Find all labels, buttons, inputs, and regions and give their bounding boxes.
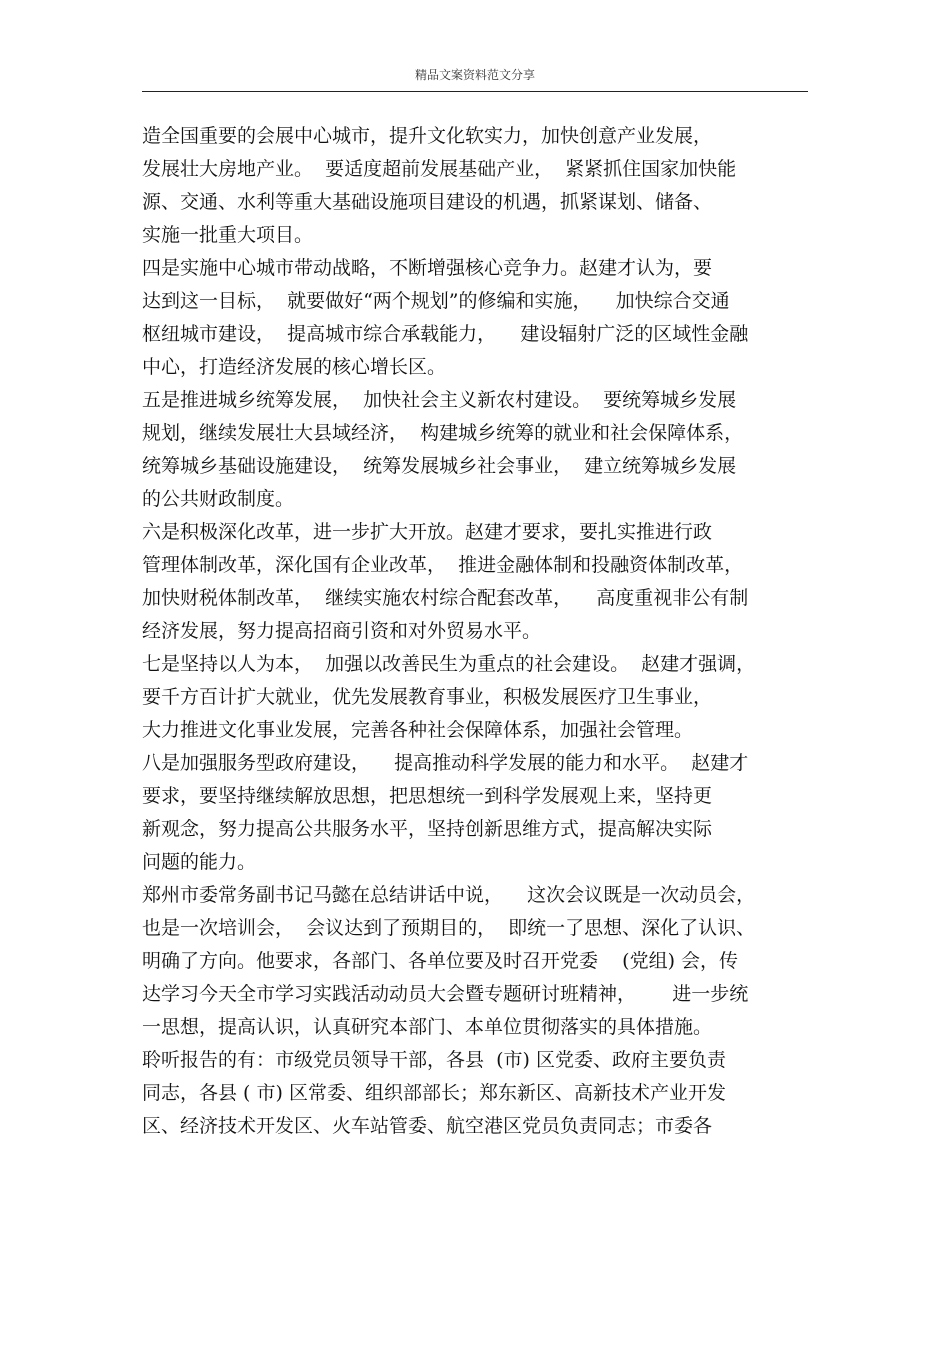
text-line: 七是坚持以人为本， 加强以改善民生为重点的社会建设。 赵建才强调， — [142, 653, 756, 675]
document-body — [142, 120, 822, 1143]
text-line: 明确了方向。他要求，各部门、各单位要及时召开党委 (党组) 会，传 — [142, 950, 739, 972]
text-line: 实施一批重大项目。 — [142, 224, 314, 246]
page-header: 精品文案资料范文分享 — [414, 68, 535, 82]
text-line: 聆听报告的有：市级党员领导干部，各县 (市) 区党委、政府主要负责 — [142, 1049, 726, 1071]
text-line: 达到这一目标， 就要做好“两个规划”的修编和实施， 加快综合交通 — [142, 290, 730, 312]
text-line: 的公共财政制度。 — [142, 488, 295, 510]
text-line: 造全国重要的会展中心城市，提升文化软实力，加快创意产业发展， — [142, 125, 713, 147]
text-line: 六是积极深化改革，进一步扩大开放。赵建才要求，要扎实推进行政 — [142, 521, 713, 543]
text-line: 要求，要坚持继续解放思想，把思想统一到科学发展观上来，坚持更 — [142, 785, 713, 807]
text-line: 八是加强服务型政府建设， 提高推动科学发展的能力和水平。 赵建才 — [142, 752, 749, 774]
text-line: 经济发展，努力提高招商引资和对外贸易水平。 — [142, 620, 542, 642]
text-line: 中心，打造经济发展的核心增长区。 — [142, 356, 447, 378]
text-line: 规划，继续发展壮大县域经济， 构建城乡统筹的就业和社会保障体系， — [142, 422, 744, 444]
text-line: 问题的能力。 — [142, 851, 257, 873]
text-line: 区、经济技术开发区、火车站管委、航空港区党员负责同志；市委各 — [142, 1115, 713, 1137]
text-line: 大力推进文化事业发展，完善各种社会保障体系，加强社会管理。 — [142, 719, 694, 741]
text-line: 枢纽城市建设， 提高城市综合承载能力， 建设辐射广泛的区域性金融 — [142, 323, 749, 345]
text-line: 达学习今天全市学习实践活动动员大会暨专题研讨班精神， 进一步统 — [142, 983, 749, 1005]
text-line: 加快财税体制改革， 继续实施农村综合配套改革， 高度重视非公有制 — [142, 587, 749, 609]
text-line: 统筹城乡基础设施建设， 统筹发展城乡社会事业， 建立统筹城乡发展 — [142, 455, 737, 477]
text-line: 同志，各县 ( 市) 区常委、组织部部长；郑东新区、高新技术产业开发 — [142, 1082, 726, 1104]
text-line: 源、交通、水利等重大基础设施项目建设的机遇，抓紧谋划、储备、 — [142, 191, 713, 213]
text-line: 五是推进城乡统筹发展， 加快社会主义新农村建设。 要统筹城乡发展 — [142, 389, 737, 411]
text-line: 一思想，提高认识，认真研究本部门、本单位贯彻落实的具体措施。 — [142, 1016, 713, 1038]
text-line: 发展壮大房地产业。 要适度超前发展基础产业， 紧紧抓住国家加快能 — [142, 158, 737, 180]
text-line: 新观念，努力提高公共服务水平，坚持创新思维方式，提高解决实际 — [142, 818, 713, 840]
text-line: 要千方百计扩大就业，优先发展教育事业，积极发展医疗卫生事业， — [142, 686, 713, 708]
header-divider — [142, 91, 808, 92]
text-line: 郑州市委常务副书记马懿在总结讲话中说， 这次会议既是一次动员会， — [142, 884, 756, 906]
text-line: 也是一次培训会， 会议达到了预期目的， 即统一了思想、深化了认识、 — [142, 917, 756, 939]
text-line: 管理体制改革，深化国有企业改革， 推进金融体制和投融资体制改革， — [142, 554, 744, 576]
text-line: 四是实施中心城市带动战略，不断增强核心竞争力。赵建才认为，要 — [142, 257, 713, 279]
